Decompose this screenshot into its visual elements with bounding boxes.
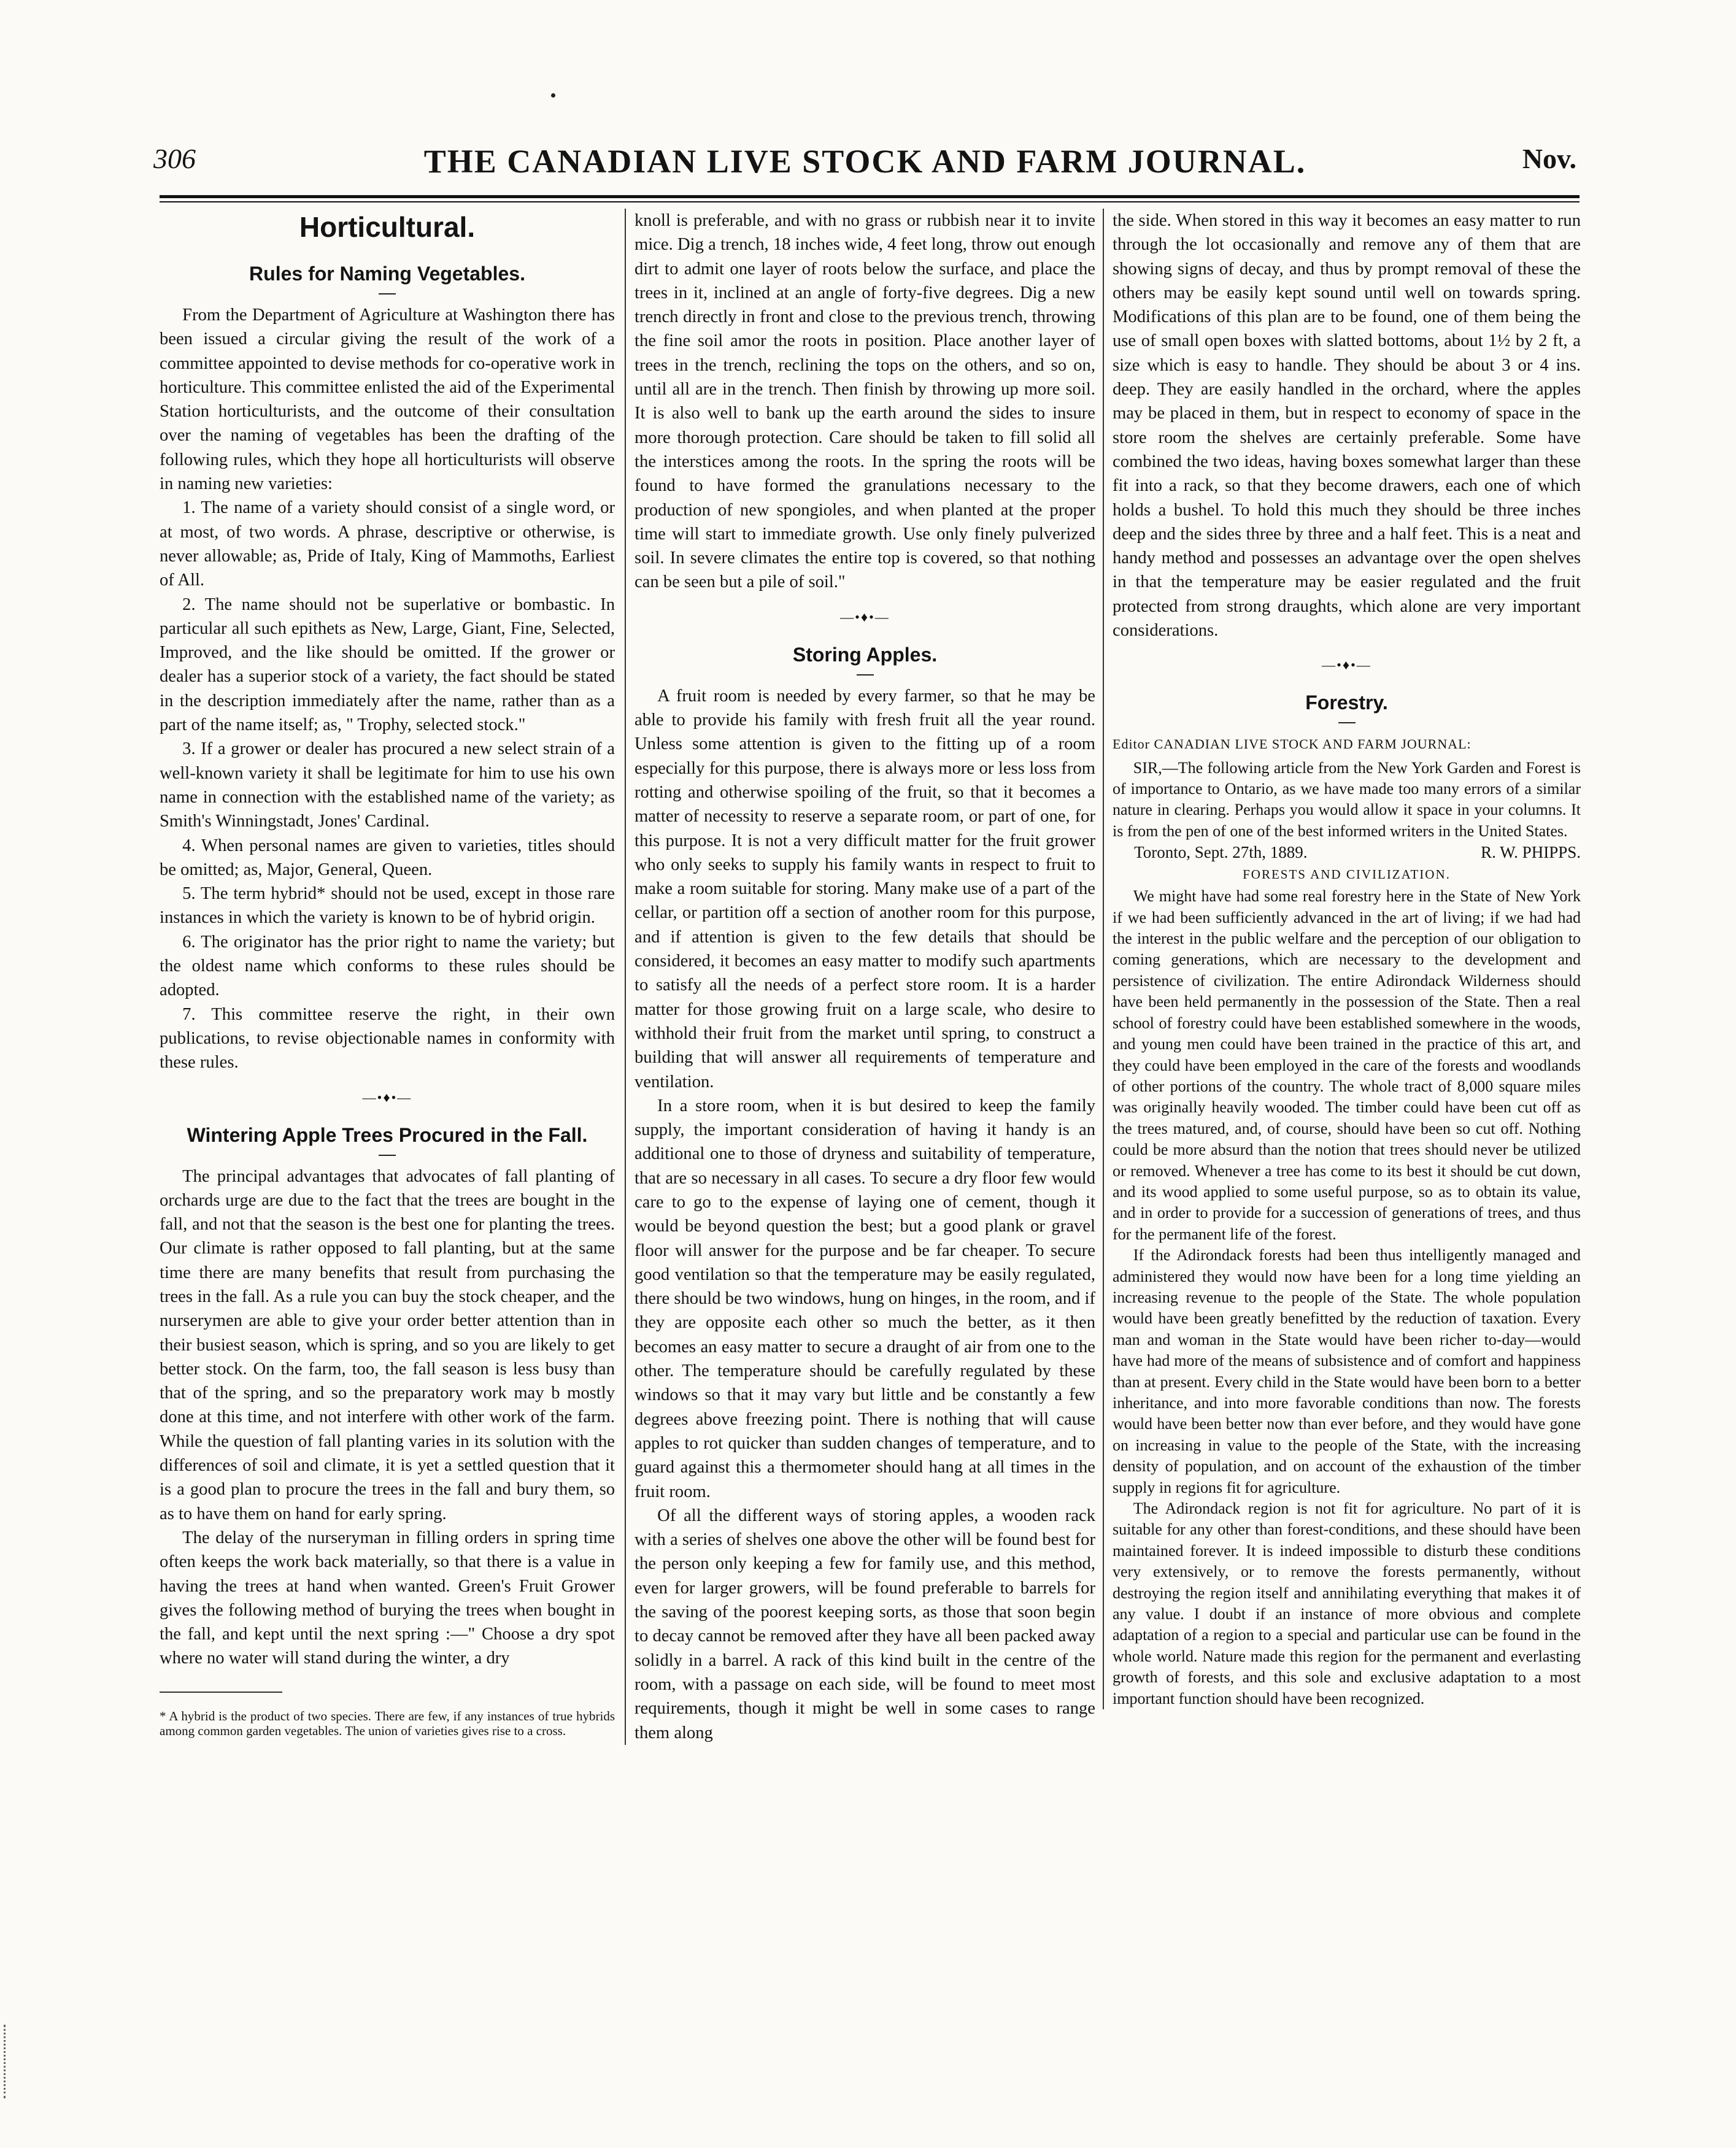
header-rule-thin: [160, 201, 1580, 202]
section-ornament: —•♦•—: [840, 609, 890, 625]
speck: [551, 93, 555, 98]
binding-mark: [4, 2025, 17, 2098]
article-title: Rules for Naming Vegetables.: [249, 263, 525, 285]
paragraph: The delay of the nurseryman in filling orders in spring time often keeps the work back materially, so that there is a value in having the trees at hand when wanted. Green's Fruit Grower gives the following method of burying the trees when bought in the fall, and kept until the next spring :—" Choose a dry spot where no water will stand during the winter, a dry: [160, 1528, 615, 1668]
rule-item: 1. The name of a variety should consist of a single word, or at most, of two words. A phrase, descriptive or otherwise, is never allowable; as, Pride of Italy, King of Mammoths, Earliest of All.: [160, 498, 615, 590]
page-number: 306: [153, 143, 196, 174]
editor-address: Editor CANADIAN LIVE STOCK AND FARM JOURNAL:: [1113, 736, 1472, 752]
article-title: Wintering Apple Trees Procured in the Fall.: [187, 1123, 588, 1146]
article-title: Storing Apples.: [792, 643, 938, 666]
paragraph: If the Adirondack forests had been thus intelligently managed and administered they would now have been for a long time yielding an increasing revenue to the people of the State. The whole population would have been greatly benefitted by the reduction of taxation. Every man and woman in the State would have been richer to-day—would have had more of the means of subsistence and of comfort and happiness than at present. Every child in the State would have been born to a better inheritance, and into more favorable conditions than now. The forests would have been better now than ever before, and they would have gone on increasing in value to the people of the State, with the increasing density of population, and on account of the exhaustion of the timber supply in regions fit for agriculture.: [1113, 1246, 1581, 1496]
page-header: [147, 134, 1583, 189]
header-rule-thick: [160, 195, 1580, 198]
rule-item: 4. When personal names are given to varieties, titles should be omitted; as, Major, General, Queen.: [160, 836, 615, 879]
column-3: [1103, 209, 1581, 1709]
paragraph: From the Department of Agriculture at Washington there has been issued a circular giving the result of the work of a committee appointed to devise methods for co-operative work in horticulture. This committee enlisted the aid of the Experimental Station horticulturists, and the outcome of their consultation over the naming of vegetables has been the drafting of the following rules, which they hope all horticulturists will observe in naming new varieties:: [160, 306, 615, 494]
section-ornament: —•♦•—: [362, 1089, 412, 1105]
paragraph: A fruit room is needed by every farmer, so that he may be able to provide his family with fresh fruit all the year round. Unless some attention is given to the fitting up of a room especially for this purpose, there is always more or less loss from rotting and otherwise spoiling of the fruit, so that it becomes a matter of necessity to reserve a separate room, or part of one, for this purpose. It is not a very difficult matter for the fruit grower who only seeks to supply his family wants in respect to fruit to make a room suitable for storing. Many make use of a part of the cellar, or partition off a section of another room for this purpose, and if attention is given to the few details that should be considered, it becomes an easy matter to modify such apartments to satisfy all the needs of a perfect store room. It is a harder matter for those growing fruit on a large scale, who desire to withhold their fruit from the market until spring, to construct a building that will answer all requirements of temperature and ventilation.: [635, 686, 1095, 1091]
rule-item: 2. The name should not be superlative or bombastic. In particular all such epithets as New, Large, Giant, Fine, Selected, Improved, and the like should be omitted. If the grower or dealer has a superior stock of a variety, the fact should be stated in the description immediately after the name, rather than as a part of the name itself; as, " Trophy, selected stock.": [160, 595, 615, 735]
paragraph: In a store room, when it is but desired to keep the family supply, the important consideration of having it handy is an additional one to those of dryness and suitability of temperature, that are so necessary in all cases. To secure a dry floor few would care to go to the expense of laying one of cement, though it would be beyond question the best; but a good plank or gravel floor will answer for the purpose and be far cheaper. To secure good ventilation so that the temperature may be easily regulated, there should be two windows, hung on hinges, in the room, and if they are opposite each other so much the better, as it then becomes an easy matter to secure a draught of air from one to the other. The temperature should be carefully regulated by these windows so that it may vary but little and be constantly a few degrees above freezing point. There is nothing that will cause apples to rot quicker than sudden changes of temperature, and to guard against this a thermometer should hang at all times in the fruit room.: [635, 1096, 1095, 1501]
section-ornament: —•♦•—: [1322, 657, 1371, 673]
rule-item: 3. If a grower or dealer has procured a new select strain of a well-known variety it shall be legitimate for him to use his own name in connection with the established name of the variety; as Smith's Winningstadt, Jones' Cardinal.: [160, 739, 615, 831]
rule-item: 5. The term hybrid* should not be used, except in those rare instances in which the variety is known to be of hybrid origin.: [160, 884, 615, 928]
issue-month: Nov.: [1522, 143, 1576, 174]
footnote: * A hybrid is the product of two species. There are few, if any instances of true hybrids among common garden vegetables. The union of varieties gives rise to a cross.: [160, 1708, 615, 1738]
section-title: Horticultural.: [299, 211, 476, 243]
article-subtitle: FORESTS AND CIVILIZATION.: [1243, 867, 1451, 882]
paragraph: knoll is preferable, and with no grass or rubbish near it to invite mice. Dig a trench, 18 inches wide, 4 feet long, throw out enough dirt to admit one layer of roots below the surface, and place the trees in it, inclined at an angle of forty-five degrees. Dig a new trench directly in front and close to the previous trench, throwing the fine soil amor the roots in position. Place another layer of trees in the trench, reclining the tops on the others, and so on, until all are in the trench. Then finish by throwing up more soil. It is also well to bank up the earth around the sides to insure more thorough protection. Care should be taken to fill solid all the interstices among the roots. In the spring the roots will be found to have formed the granulations necessary to the production of new spongioles, and when planted at the proper time will start to immediate growth. Use only finely pulverized soil. In severe climates the entire top is covered, so that nothing can be seen but a pile of soil.": [635, 211, 1095, 592]
footnote-rule: [160, 1692, 282, 1693]
column-2: [625, 209, 1104, 1745]
title-dash: [857, 674, 874, 676]
column-1: [160, 209, 625, 1738]
rule-item: 6. The originator has the prior right to name the variety; but the oldest name which conforms to these rules should be adopted.: [160, 932, 615, 1000]
rule-item: 7. This committee reserve the right, in their own publications, to revise objectionable names in conformity with these rules.: [160, 1004, 615, 1072]
signature-place-date: Toronto, Sept. 27th, 1889.: [1134, 843, 1308, 862]
paragraph: We might have had some real forestry here in the State of New York if we had been sufficiently advanced in the art of living; if we had had the interest in the public welfare and the perception of our obligation to coming generations, which are necessary to the development and persistence of civilization. The entire Adirondack Wilderness should have been held permanently in the possession of the State. Then a real school of forestry could have been established somewhere in the woods, and young men could have been trained in the practice of this art, and they could have been employed in the care of the forests and woodlands of other portions of the country. The whole tract of 8,000 square miles was originally heavily wooded. The timber could have been cut off as the trees matured, and, of course, should have been so cut off. Nothing could be more absurd than the notion that trees should never be utilized or removed. Whenever a tree has come to its best it should be cut down, and its wood applied to some useful purpose, so as to obtain its value, and in order to provide for a succession of generations of trees, and thus for the permanent life of the forest.: [1113, 887, 1581, 1243]
journal-title: THE CANADIAN LIVE STOCK AND FARM JOURNAL.: [423, 143, 1306, 180]
paragraph: The Adirondack region is not fit for agriculture. No part of it is suitable for any other than forest-conditions, and these should have been maintained forever. It is indeed impossible to disturb these conditions very extensively, or to remove the forests permanently, without destroying the region itself and annihilating everything that makes it of any value. I doubt if an instance of more obvious and complete adaptation of a region to a special and particular use can be found in the whole world. Nature made this region for the permanent and everlasting growth of forests, and this sole and exclusive adaptation to a most important function should have been recognized.: [1113, 1499, 1581, 1707]
paragraph: The principal advantages that advocates of fall planting of orchards urge are due to the fact that the trees are bought in the fall, and not that the season is the best one for planting the trees. Our climate is rather opposed to fall planting, but at the same time there are many benefits that result from purchasing the trees in the fall. As a rule you can buy the stock cheaper, and the nurserymen are able to give your order better attention than in their busiest season, which is spring, and so you are likely to get better stock. On the farm, too, the fall season is less busy than that of the spring, and so the preparatory work may b mostly done at this time, and not interfere with other work of the farm. While the question of fall planting varies in its solution with the differences of soil and climate, it is yet a settled question that it is a good plan to procure the trees in the fall and bury them, so as to have them on hand for early spring.: [160, 1166, 615, 1523]
title-dash: [379, 293, 396, 294]
letter-text: SIR,—The following article from the New York Garden and Forest is of importance to Ontario, as we have made too many errors of a similar nature in clearing. Perhaps you would allow it space in your columns. It is from the pen of one of the best informed writers in the United States.: [1113, 758, 1581, 840]
article-title: Forestry.: [1305, 691, 1388, 714]
letter-signature: [1113, 842, 1581, 863]
paragraph: the side. When stored in this way it becomes an easy matter to run through the lot occasionally and remove any of them that are showing signs of decay, and thus by prompt removal of these the others may be easily kept sound until well on towards spring. Modifications of this plan are to be found, one of them being the use of small open boxes with slatted bottoms, about 1½ by 2 ft, a size which is easy to handle. They should be about 3 or 4 ins. deep. They are easily handled in the orchard, where the apples may be placed in them, but in respect to economy of space in the store room the shelves are certainly preferable. Some have combined the two ideas, having boxes somewhat larger than these fit into a rack, so that they become drawers, each one of which holds a bushel. To hold this much they should be three inches deep and the sides three by three and a half feet. This is a neat and handy method and possesses an advantage over the open shelves in that the temperature may be easier regulated and the fruit protected from strong draughts, which alone are very important considerations.: [1113, 211, 1581, 641]
title-dash: [379, 1155, 396, 1156]
title-dash: [1338, 722, 1356, 723]
signature-name: R. W. PHIPPS.: [1481, 843, 1581, 862]
paragraph: Of all the different ways of storing apples, a wooden rack with a series of shelves one above the other will be found best for the person only keeping a few for family use, and this method, even for larger growers, will be found preferable to barrels for the saving of the poorest keeping sorts, as those that soon begin to decay cannot be removed after they have all been packed away solidly in a barrel. A rack of this kind built in the centre of the room, with a passage on each side, will be found to meet most requirements, though it might be well in some cases to range them along: [635, 1506, 1095, 1742]
